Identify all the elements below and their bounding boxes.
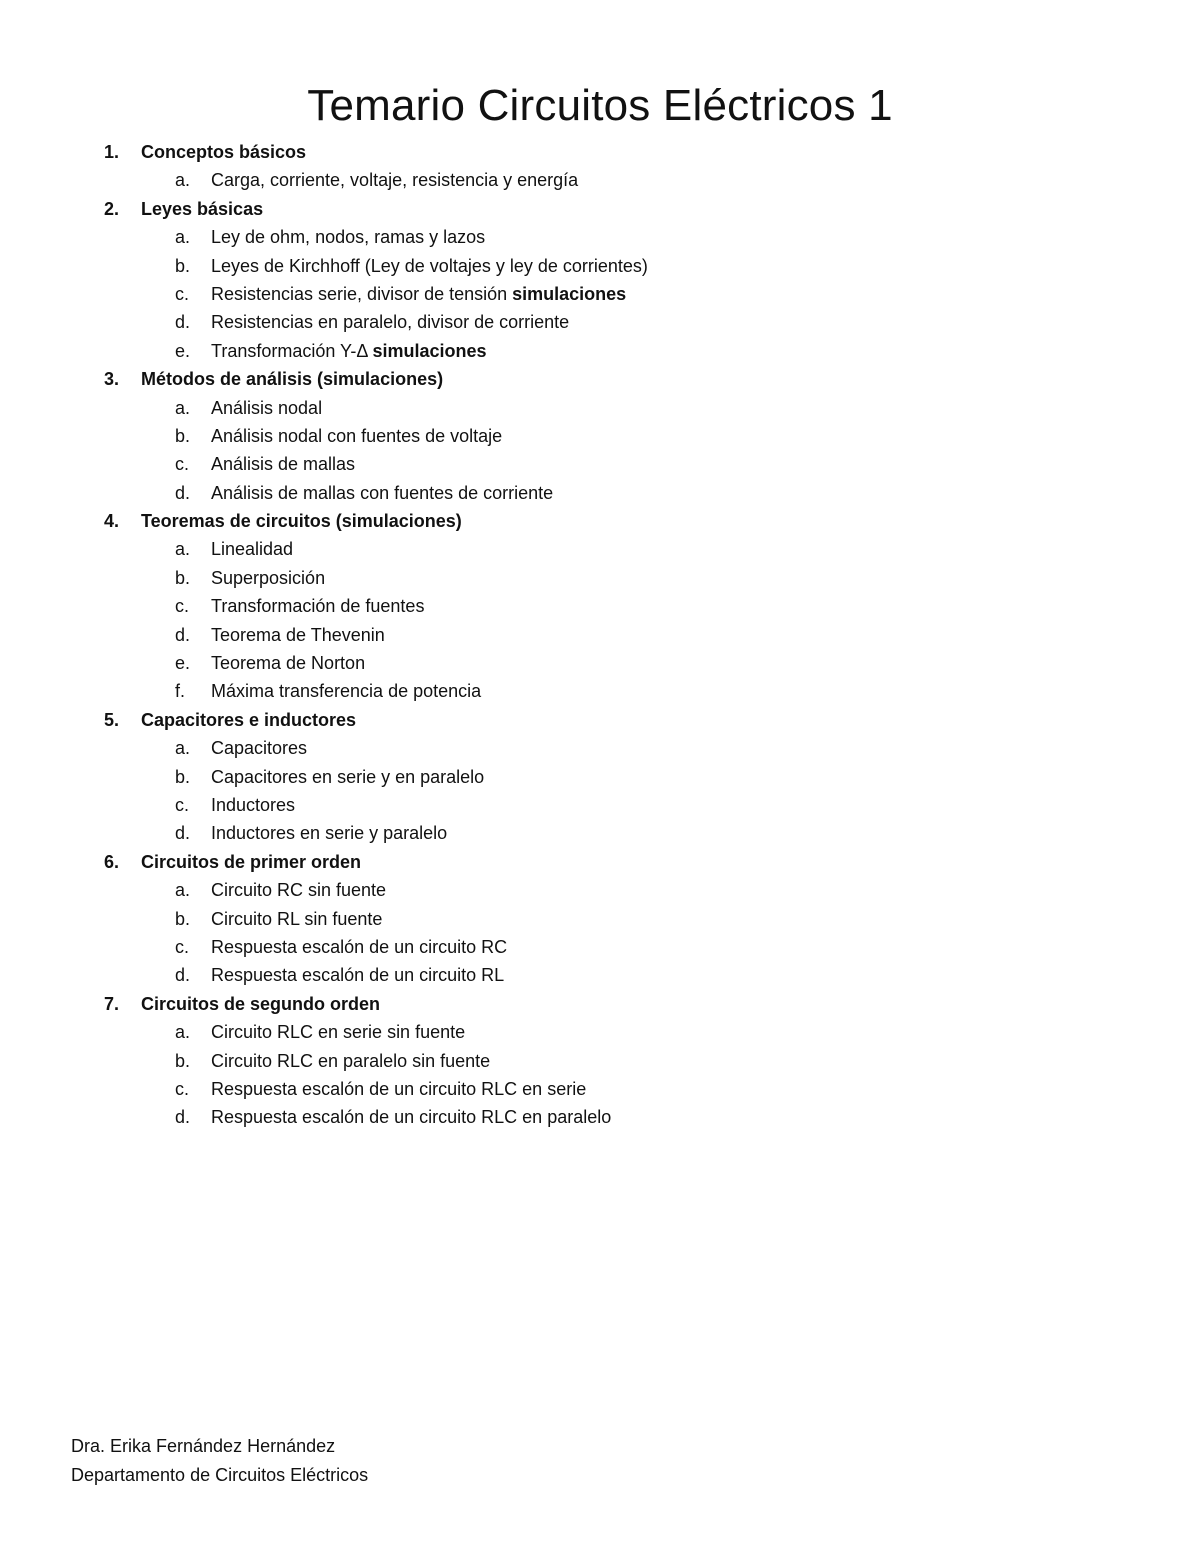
topic-letter: a. (175, 880, 191, 901)
section-number: 5. (104, 709, 120, 730)
topic-list (0, 223, 1200, 365)
author-name: Dra. Erika Fernández Hernández (71, 1436, 336, 1456)
topic-text-line (211, 933, 507, 961)
topic-text: Circuito RLC en serie sin fuente (211, 1022, 466, 1043)
topic-text: Teorema de Thevenin (211, 624, 385, 645)
section-title: Métodos de análisis (simulaciones) (141, 369, 444, 390)
topic-text: Teorema de Norton (211, 653, 366, 674)
topic-text: Análisis nodal con fuentes de voltaje (211, 425, 503, 446)
topic-item (0, 308, 1200, 336)
topic-text: Resistencias en paralelo, divisor de corriente (211, 312, 570, 333)
topic-text: Carga, corriente, voltaje, resistencia y energía (211, 170, 579, 191)
topic-letter: c. (175, 596, 190, 617)
section-title: Conceptos básicos (141, 142, 307, 162)
topic-text: Máxima transferencia de potencia (211, 681, 482, 702)
topic-letter: c. (175, 794, 190, 815)
topic-item (0, 763, 1200, 791)
topic-text-line (211, 280, 626, 308)
topic-text: Superposición (211, 567, 326, 588)
topic-letter: e. (175, 340, 191, 361)
topic-item (0, 479, 1200, 507)
topic-text: Análisis de mallas con fuentes de corriente (211, 482, 554, 503)
topic-item (0, 734, 1200, 762)
topic-text: Respuesta escalón de un circuito RL (211, 965, 505, 986)
section-heading (0, 365, 1200, 393)
topic-list (0, 1018, 1200, 1132)
topic-text: Respuesta escalón de un circuito RLC en serie (211, 1078, 587, 1099)
section-4 (0, 507, 1200, 706)
topic-item (0, 1018, 1200, 1046)
topic-text-line (211, 1018, 465, 1046)
topic-letter: b. (175, 766, 191, 787)
topic-text-line (211, 621, 385, 649)
section-number: 4. (104, 511, 120, 532)
topic-letter: e. (175, 653, 191, 674)
topic-text-line (211, 564, 325, 592)
topic-letter: a. (175, 227, 191, 248)
topic-text: Ley de ohm, nodos, ramas y lazos (211, 227, 486, 248)
topic-letter: d. (175, 624, 191, 645)
topic-item (0, 337, 1200, 365)
topic-letter: b. (175, 567, 191, 588)
section-heading (0, 195, 1200, 223)
topic-item (0, 649, 1200, 677)
topic-letter: a. (175, 1022, 191, 1043)
topic-list (0, 394, 1200, 508)
section-title: Capacitores e inductores (141, 709, 357, 730)
topic-text: Inductores (211, 794, 296, 815)
section-7 (0, 990, 1200, 1132)
topic-letter: a. (175, 738, 191, 759)
topic-item (0, 394, 1200, 422)
topic-letter: a. (175, 170, 191, 191)
syllabus-list (0, 138, 1200, 1132)
section-6 (0, 848, 1200, 990)
topic-text-line (211, 1075, 586, 1103)
topic-letter: b. (175, 1050, 191, 1071)
section-number: 2. (104, 198, 120, 219)
topic-text-line (211, 337, 486, 365)
topic-letter: a. (175, 539, 191, 560)
topic-text-line (211, 252, 648, 280)
section-heading (0, 848, 1200, 876)
topic-text-line (211, 876, 386, 904)
topic-item (0, 933, 1200, 961)
topic-text: Transformación Y-Δ (211, 340, 373, 361)
section-heading (0, 990, 1200, 1018)
topic-text-line (211, 1103, 611, 1131)
topic-item (0, 1103, 1200, 1131)
topic-text-line (211, 819, 447, 847)
topic-item (0, 819, 1200, 847)
topic-text-line (211, 677, 481, 705)
section-title: Circuitos de segundo orden (141, 993, 381, 1014)
topic-item (0, 166, 1200, 194)
topic-emphasis: simulaciones (512, 283, 627, 304)
section-5 (0, 706, 1200, 848)
topic-letter: c. (175, 936, 190, 957)
topic-item (0, 422, 1200, 450)
topic-text-line (211, 649, 365, 677)
topic-item (0, 1047, 1200, 1075)
topic-text-line (211, 308, 569, 336)
topic-letter: d. (175, 823, 191, 844)
topic-text-line (211, 961, 504, 989)
topic-item (0, 1075, 1200, 1103)
section-number: 7. (104, 993, 120, 1014)
topic-text: Linealidad (211, 539, 294, 560)
topic-item (0, 223, 1200, 251)
topic-text-line (211, 763, 484, 791)
section-heading (0, 706, 1200, 734)
topic-text-line (211, 905, 382, 933)
topic-text-line (211, 422, 502, 450)
topic-item (0, 621, 1200, 649)
topic-letter: c. (175, 1078, 190, 1099)
section-number: 1. (104, 142, 120, 162)
topic-text: Inductores en serie y paralelo (211, 823, 448, 844)
topic-text-line (211, 734, 307, 762)
section-heading (0, 507, 1200, 535)
section-title: Teoremas de circuitos (simulaciones) (141, 511, 462, 532)
topic-item (0, 677, 1200, 705)
topic-item (0, 535, 1200, 563)
topic-text: Respuesta escalón de un circuito RC (211, 936, 508, 957)
topic-text: Resistencias serie, divisor de tensión (211, 283, 513, 304)
topic-letter: c. (175, 454, 190, 475)
topic-letter: d. (175, 1107, 191, 1128)
topic-text: Circuito RC sin fuente (211, 880, 387, 901)
topic-text: Circuito RLC en paralelo sin fuente (211, 1050, 491, 1071)
topic-text-line (211, 791, 295, 819)
topic-text: Circuito RL sin fuente (211, 908, 383, 929)
topic-text: Análisis nodal (211, 397, 323, 418)
topic-text: Capacitores en serie y en paralelo (211, 766, 485, 787)
topic-text: Respuesta escalón de un circuito RLC en paralelo (211, 1107, 612, 1128)
topic-list (0, 535, 1200, 705)
topic-text-line (211, 535, 293, 563)
topic-text: Leyes de Kirchhoff (Ley de voltajes y ley de corrientes) (211, 255, 648, 276)
section-number: 3. (104, 369, 120, 390)
topic-emphasis: simulaciones (372, 340, 487, 361)
topic-item (0, 791, 1200, 819)
topic-text-line (211, 394, 322, 422)
topic-text-line (211, 166, 578, 194)
topic-text-line (211, 223, 485, 251)
topic-letter: f. (175, 681, 186, 702)
topic-letter: a. (175, 397, 191, 418)
topic-letter: b. (175, 255, 191, 276)
topic-text-line (211, 479, 553, 507)
topic-item (0, 876, 1200, 904)
section-heading (0, 138, 1200, 166)
topic-text-line (211, 592, 424, 620)
topic-item (0, 252, 1200, 280)
topic-text: Transformación de fuentes (211, 596, 425, 617)
topic-item (0, 592, 1200, 620)
department-name: Departamento de Circuitos Eléctricos (71, 1464, 369, 1485)
page-title: Temario Circuitos Eléctricos 1 (307, 81, 893, 130)
topic-list (0, 876, 1200, 990)
topic-text-line (211, 1047, 490, 1075)
topic-text: Capacitores (211, 738, 308, 759)
topic-item (0, 961, 1200, 989)
topic-text-line (211, 450, 355, 478)
topic-text: Análisis de mallas (211, 454, 356, 475)
topic-letter: b. (175, 425, 191, 446)
topic-list (0, 166, 1200, 194)
topic-item (0, 564, 1200, 592)
topic-letter: d. (175, 482, 191, 503)
topic-letter: c. (175, 283, 190, 304)
section-3 (0, 365, 1200, 507)
topic-list (0, 734, 1200, 848)
section-1 (0, 138, 1200, 195)
footer (71, 1432, 368, 1489)
section-title: Circuitos de primer orden (141, 851, 362, 872)
section-number: 6. (104, 851, 120, 872)
section-2 (0, 195, 1200, 365)
topic-letter: d. (175, 965, 191, 986)
section-title: Leyes básicas (141, 198, 264, 219)
topic-letter: b. (175, 908, 191, 929)
topic-item (0, 280, 1200, 308)
topic-item (0, 905, 1200, 933)
topic-letter: d. (175, 312, 191, 333)
topic-item (0, 450, 1200, 478)
